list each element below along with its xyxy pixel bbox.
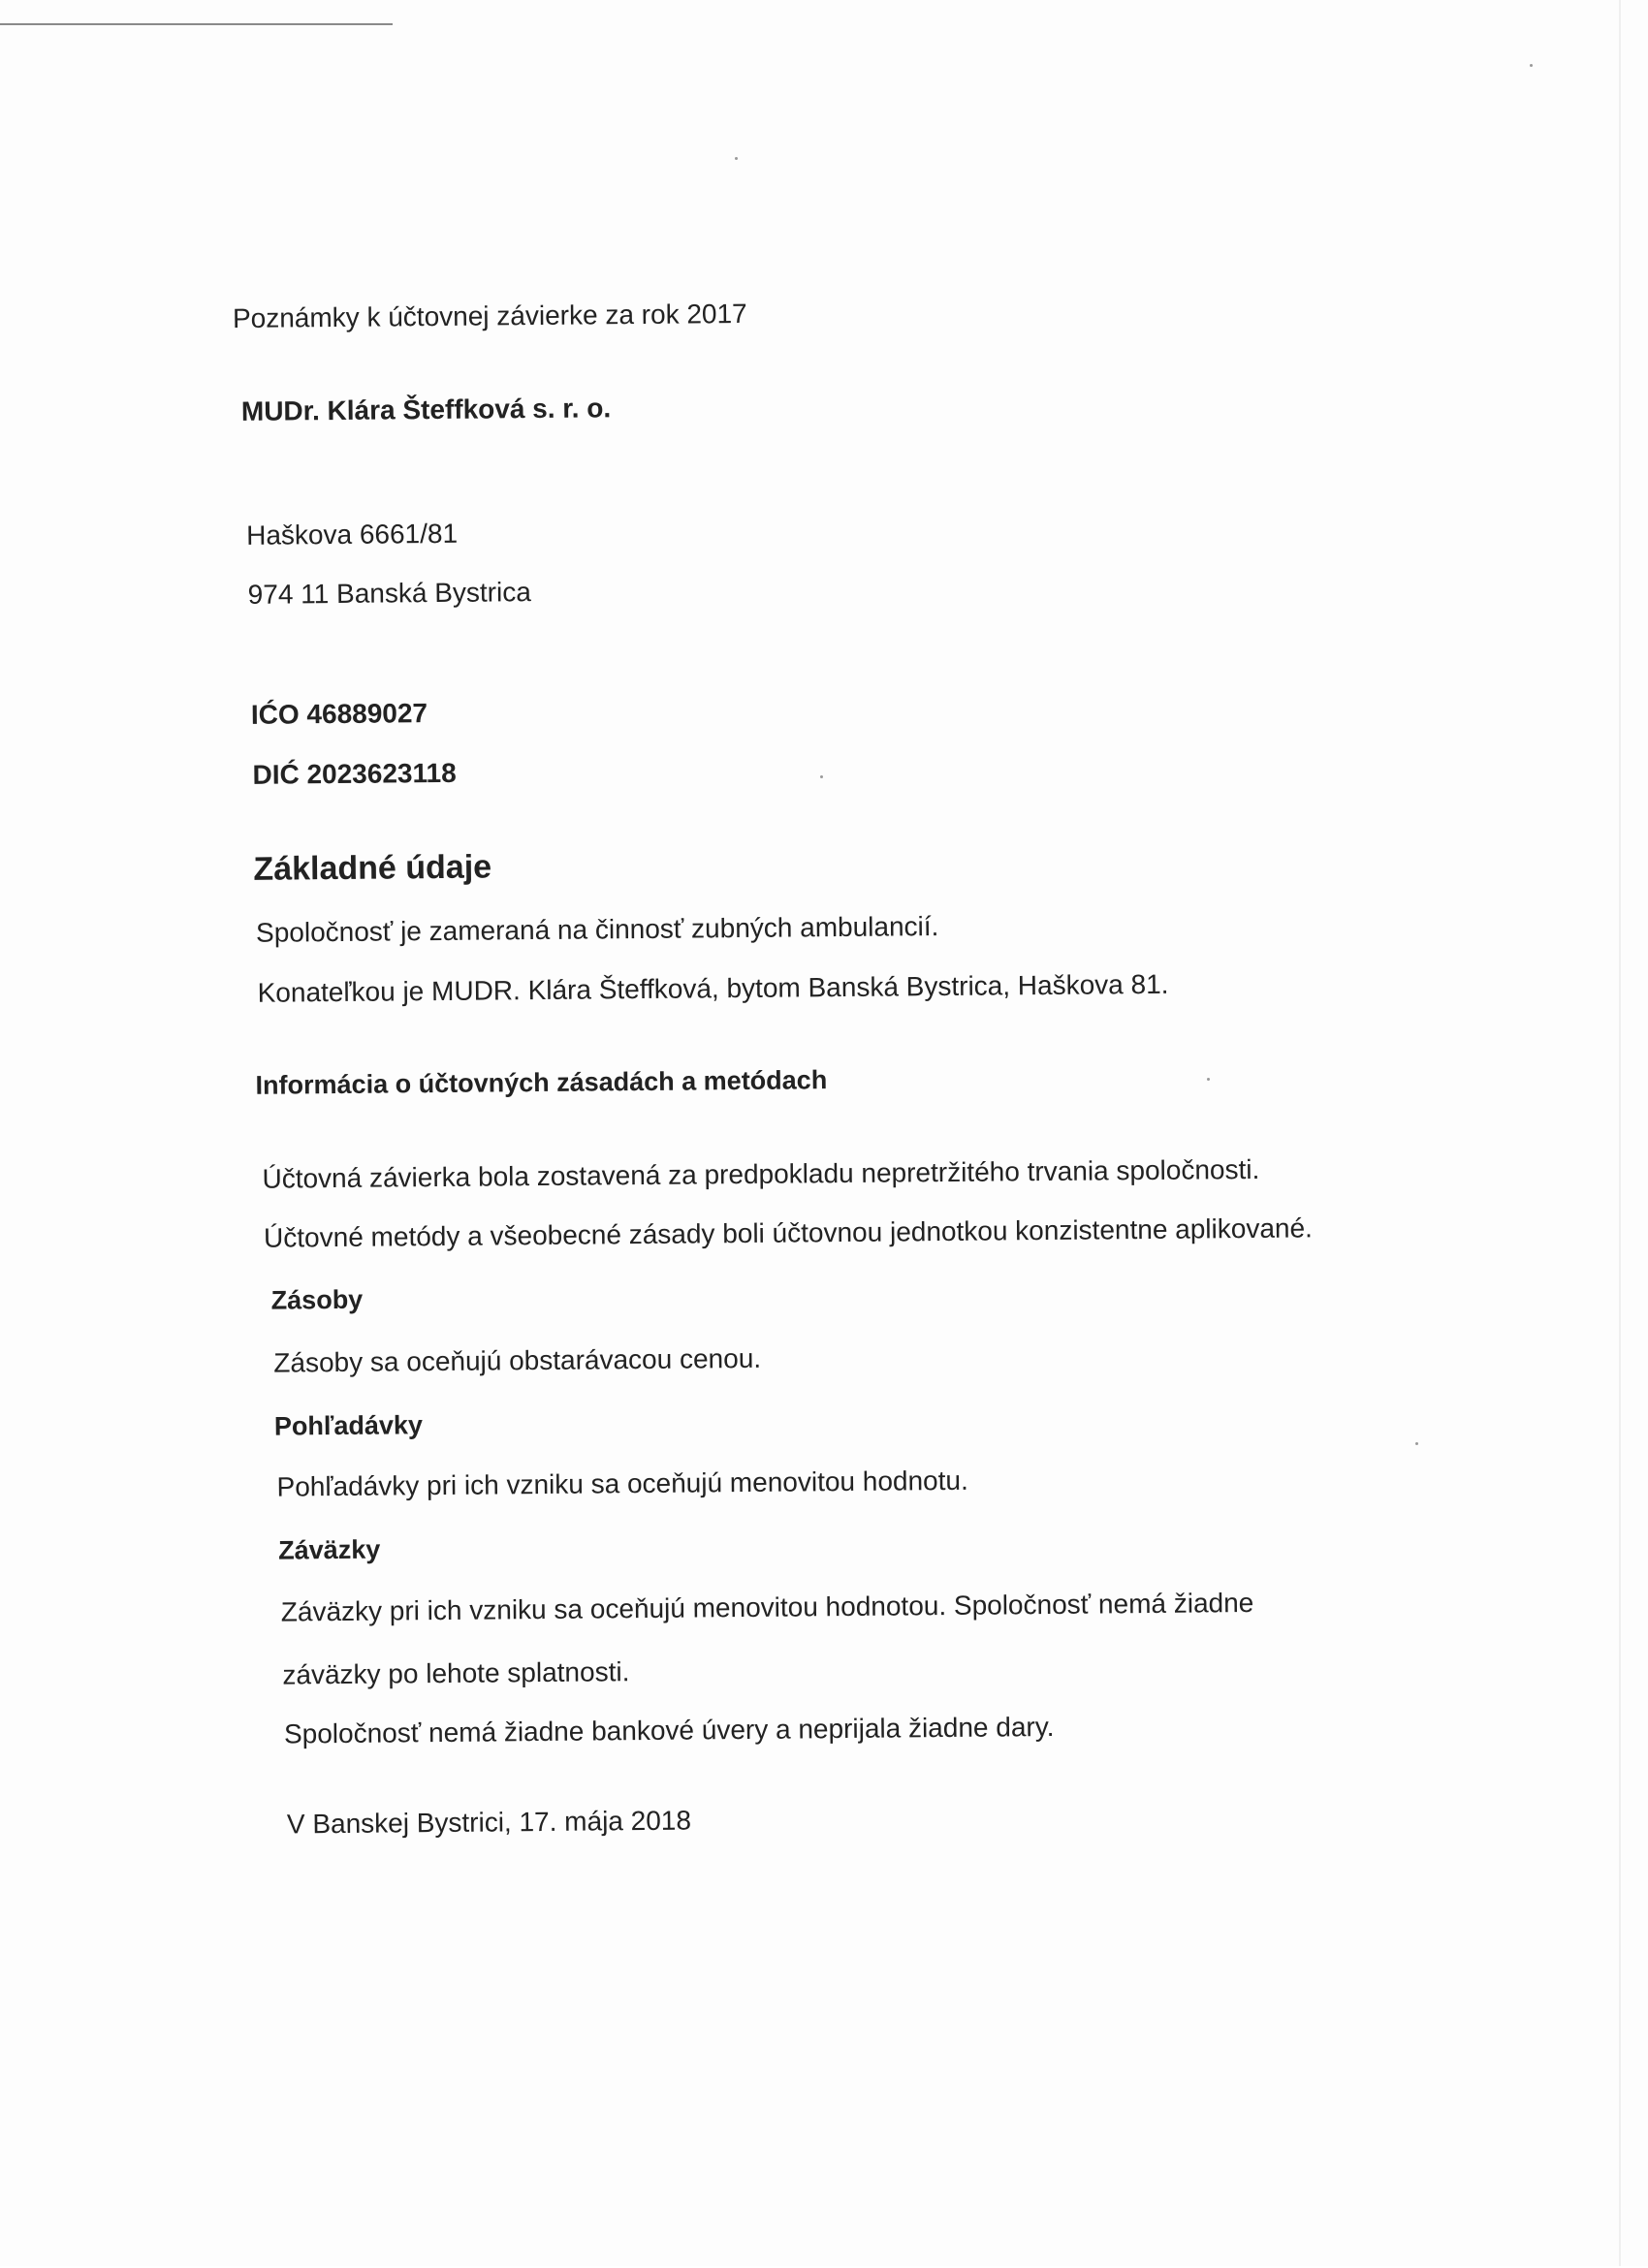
liabilities-text-1: Záväzky pri ich vzniku sa oceňujú menovitou hodnotou. Spoločnosť nemá žiadne xyxy=(280,1587,1254,1627)
section-title-inventory: Zásoby xyxy=(270,1284,364,1315)
liabilities-text-3: Spoločnosť nemá žiadne bankové úvery a neprijala žiadne dary. xyxy=(283,1711,1055,1749)
liabilities-text-2: záväzky po lehote splatnosti. xyxy=(282,1656,630,1690)
section-title-basic: Základné údaje xyxy=(253,848,492,888)
document-heading: Poznámky k účtovnej závierke za rok 2017 xyxy=(232,298,747,333)
basic-line-2: Konateľkou je MUDR. Klára Šteffková, bytom Banská Bystrica, Haškova 81. xyxy=(257,968,1169,1008)
dic-number: DIĆ 2023623118 xyxy=(252,757,457,790)
section-title-receivables: Pohľadávky xyxy=(273,1410,424,1441)
ico-number: IĆO 46889027 xyxy=(250,698,428,730)
section-title-liabilities: Záväzky xyxy=(278,1534,381,1565)
address-street: Haškova 6661/81 xyxy=(245,518,459,551)
policies-line-2: Účtovné metódy a všeobecné zásady boli účtovnou jednotkou konzistentne aplikované. xyxy=(263,1213,1314,1253)
basic-line-1: Spoločnosť je zameraná na činnosť zubných ambulancií. xyxy=(255,911,939,948)
policies-line-1: Účtovná závierka bola zostavená za predpokladu nepretržitého trvania spoločnosti. xyxy=(262,1153,1260,1194)
inventory-text: Zásoby sa oceňujú obstarávacou cenou. xyxy=(273,1342,762,1378)
section-title-policies: Informácia o účtovných zásadách a metódach xyxy=(255,1065,828,1100)
signature-place-date: V Banskej Bystrici, 17. mája 2018 xyxy=(286,1805,692,1840)
company-name: MUDr. Klára Šteffková s. r. o. xyxy=(240,393,612,426)
address-city: 974 11 Banská Bystrica xyxy=(247,577,531,610)
receivables-text: Pohľadávky pri ich vzniku sa oceňujú menovitou hodnotu. xyxy=(276,1465,968,1502)
